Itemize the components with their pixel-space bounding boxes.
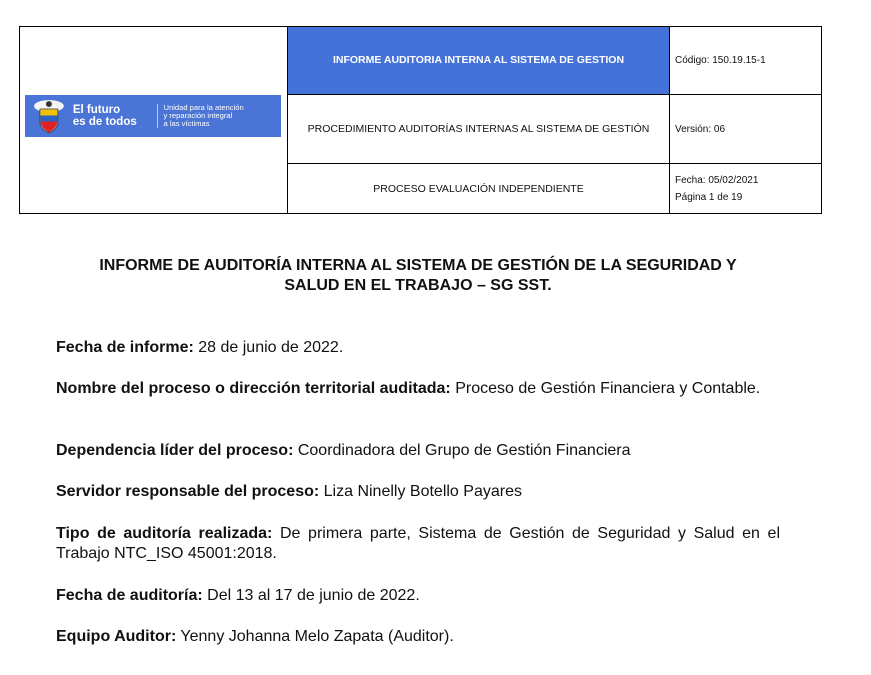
subtitle-line-2: y reparación integral xyxy=(163,110,233,120)
date-page-cell xyxy=(670,164,822,214)
field-label: Fecha de informe: xyxy=(56,339,194,356)
field-lead-department xyxy=(56,441,780,461)
field-audited-process xyxy=(56,379,780,399)
field-report-date xyxy=(56,338,780,358)
logo-subtitle xyxy=(157,104,282,129)
field-value: Coordinadora del Grupo de Gestión Financiera xyxy=(293,442,631,459)
document-version: Versión: 06 xyxy=(670,94,822,164)
field-value: Del 13 al 17 de junio de 2022. xyxy=(202,587,420,604)
field-value: Yenny Johanna Melo Zapata (Auditor). xyxy=(176,628,454,645)
slogan-line-2: es de todos xyxy=(72,116,137,128)
field-audit-date xyxy=(56,586,780,606)
field-label: Dependencia líder del proceso: xyxy=(56,442,294,459)
subtitle-line-3: a las víctimas xyxy=(163,119,210,129)
field-audit-type xyxy=(56,524,780,564)
document-header-table xyxy=(19,26,822,214)
document-code: Código: 150.19.15-1 xyxy=(670,27,822,95)
document-title-line-1: INFORME DE AUDITORÍA INTERNA AL SISTEMA DE GESTIÓN DE LA SEGURIDAD Y xyxy=(99,257,737,274)
field-value: 28 de junio de 2022. xyxy=(193,339,344,356)
field-value: Liza Ninelly Botello Payares xyxy=(319,483,522,500)
document-title-line-2: SALUD EN EL TRABAJO – SG SST. xyxy=(284,277,552,294)
document-title xyxy=(56,256,780,296)
field-audit-team xyxy=(56,627,780,647)
procedure-name: PROCEDIMIENTO AUDITORÍAS INTERNAS AL SISTEMA DE GESTIÓN xyxy=(288,94,670,164)
slogan-line-1: El futuro xyxy=(72,104,121,116)
document-date: Fecha: 05/02/2021 xyxy=(675,174,759,186)
field-responsible-official xyxy=(56,482,780,502)
field-label: Servidor responsable del proceso: xyxy=(56,483,320,500)
page-number: Página 1 de 19 xyxy=(675,191,743,203)
logo-slogan xyxy=(73,104,153,128)
field-label: Fecha de auditoría: xyxy=(56,587,203,604)
subtitle-line-1: Unidad para la atención xyxy=(163,102,244,112)
report-type-title: INFORME AUDITORIA INTERNA AL SISTEMA DE GESTION xyxy=(288,27,670,95)
field-value: Proceso de Gestión Financiera y Contable. xyxy=(450,380,761,397)
coat-of-arms-icon xyxy=(31,97,67,135)
logo-cell xyxy=(20,27,288,214)
field-label: Equipo Auditor: xyxy=(56,628,177,645)
field-label: Tipo de auditoría realizada: xyxy=(56,525,273,542)
field-value: De primera parte, Sistema de Gestión de Seguridad y Salud en el Trabajo NTC_ISO 45001:2018. xyxy=(56,525,781,562)
field-label: Nombre del proceso o dirección territorial auditada: xyxy=(56,380,451,397)
process-name: PROCESO EVALUACIÓN INDEPENDIENTE xyxy=(288,164,670,214)
logo-banner xyxy=(25,95,281,137)
